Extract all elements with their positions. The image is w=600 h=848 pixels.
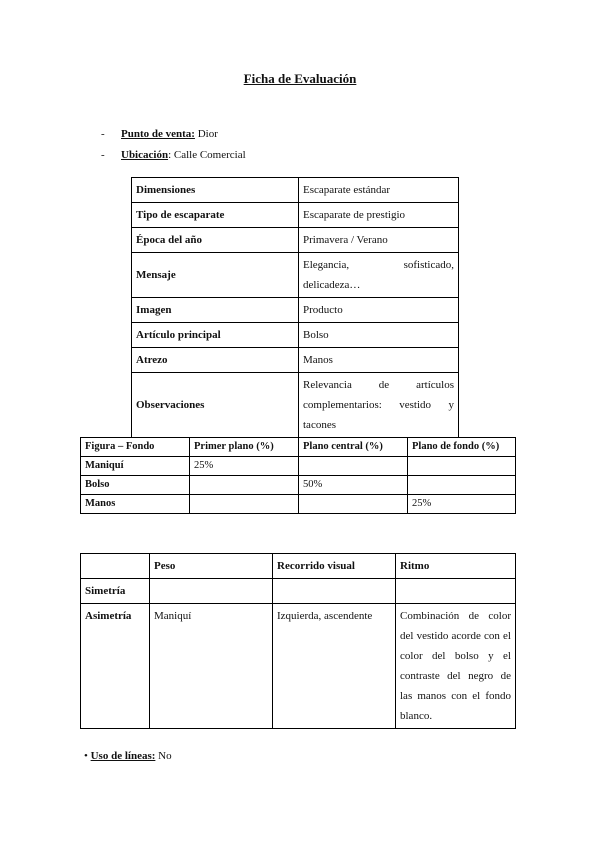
row-value: Escaparate de prestigio bbox=[299, 203, 459, 228]
table-header-row bbox=[81, 554, 516, 579]
evaluation-details-table bbox=[131, 177, 459, 438]
row-key: Época del año bbox=[132, 228, 299, 253]
row-value: Primavera / Verano bbox=[299, 228, 459, 253]
table-row bbox=[132, 373, 459, 438]
page-title: Ficha de Evaluación bbox=[243, 71, 357, 86]
dash-marker: - bbox=[101, 128, 105, 140]
row-key: Artículo principal bbox=[132, 323, 299, 348]
table-cell bbox=[150, 579, 273, 604]
column-header: Peso bbox=[150, 554, 273, 579]
table-row bbox=[132, 348, 459, 373]
row-key: Simetría bbox=[81, 579, 150, 604]
table-cell bbox=[299, 457, 408, 476]
column-header: Plano central (%) bbox=[299, 438, 408, 457]
row-key: Imagen bbox=[132, 298, 299, 323]
row-key: Dimensiones bbox=[132, 178, 299, 203]
table-header-row bbox=[81, 438, 516, 457]
table-cell bbox=[396, 579, 516, 604]
table-cell: 25% bbox=[408, 495, 516, 514]
row-value: Bolso bbox=[299, 323, 459, 348]
table-row bbox=[132, 253, 459, 298]
dash-marker: - bbox=[101, 149, 105, 161]
column-header: Ritmo bbox=[396, 554, 516, 579]
table-row bbox=[81, 579, 516, 604]
column-header: Primer plano (%) bbox=[190, 438, 299, 457]
column-header: Recorrido visual bbox=[273, 554, 396, 579]
table-cell: 25% bbox=[190, 457, 299, 476]
composition-table bbox=[80, 553, 516, 729]
bullet-marker: • bbox=[84, 750, 88, 762]
table-cell bbox=[408, 476, 516, 495]
table-row bbox=[81, 476, 516, 495]
table-row bbox=[132, 228, 459, 253]
table-row bbox=[81, 495, 516, 514]
column-header: Figura – Fondo bbox=[81, 438, 190, 457]
row-value: Producto bbox=[299, 298, 459, 323]
table-cell: Maniquí bbox=[150, 604, 273, 729]
table-row bbox=[81, 604, 516, 729]
column-header: Plano de fondo (%) bbox=[408, 438, 516, 457]
figura-fondo-table bbox=[80, 437, 516, 514]
table-cell: 50% bbox=[299, 476, 408, 495]
table-cell bbox=[190, 495, 299, 514]
table-row bbox=[132, 178, 459, 203]
uso-de-lineas-label: Uso de líneas: bbox=[90, 750, 156, 762]
row-key: Maniquí bbox=[81, 457, 190, 476]
table-cell bbox=[190, 476, 299, 495]
row-value: Relevancia de artículos complementarios: vestido y tacones bbox=[299, 373, 459, 438]
ubicacion-line bbox=[101, 149, 246, 161]
table-cell: Combinación de color del vestido acorde con el color del bolso y el contraste del negro de las manos con el fondo blanco. bbox=[396, 604, 516, 729]
row-key: Asimetría bbox=[81, 604, 150, 729]
table-row bbox=[132, 298, 459, 323]
row-key: Atrezo bbox=[132, 348, 299, 373]
row-value: Manos bbox=[299, 348, 459, 373]
uso-de-lineas-value: No bbox=[155, 750, 172, 762]
punto-de-venta-value: Dior bbox=[194, 128, 218, 140]
uso-de-lineas-line bbox=[84, 750, 172, 762]
row-key: Bolso bbox=[81, 476, 190, 495]
row-key: Observaciones bbox=[132, 373, 299, 438]
ubicacion-label: Ubicación bbox=[121, 149, 169, 161]
row-key: Tipo de escaparate bbox=[132, 203, 299, 228]
column-header bbox=[81, 554, 150, 579]
row-key: Manos bbox=[81, 495, 190, 514]
table-row bbox=[132, 203, 459, 228]
table-row bbox=[81, 457, 516, 476]
row-value: Elegancia, sofisticado, delicadeza… bbox=[299, 253, 459, 298]
table-cell bbox=[299, 495, 408, 514]
table-cell bbox=[273, 579, 396, 604]
ubicacion-value: : Calle Comercial bbox=[168, 149, 246, 161]
punto-de-venta-label: Punto de venta: bbox=[121, 128, 195, 140]
row-value: Escaparate estándar bbox=[299, 178, 459, 203]
row-key: Mensaje bbox=[132, 253, 299, 298]
table-cell: Izquierda, ascendente bbox=[273, 604, 396, 729]
table-row bbox=[132, 323, 459, 348]
table-cell bbox=[408, 457, 516, 476]
punto-de-venta-line bbox=[101, 128, 218, 140]
